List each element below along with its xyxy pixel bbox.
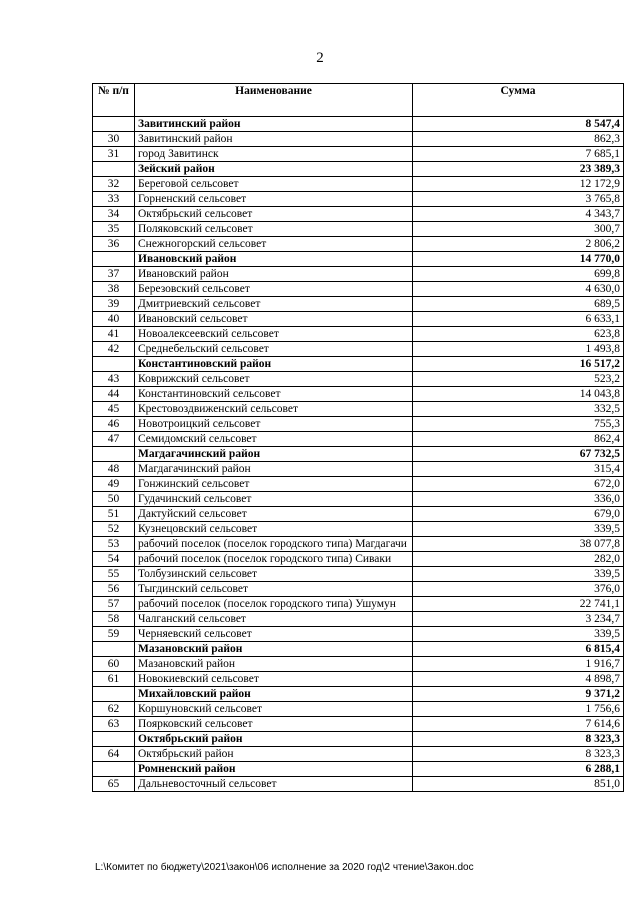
row-name-cell: рабочий поселок (поселок городского типа) Ушумун xyxy=(135,597,413,612)
row-sum-cell: 672,0 xyxy=(413,477,624,492)
row-sum-cell: 755,3 xyxy=(413,417,624,432)
table-row xyxy=(93,132,624,147)
table-row xyxy=(93,312,624,327)
table-row xyxy=(93,672,624,687)
row-sum-cell: 4 343,7 xyxy=(413,207,624,222)
row-number-cell: 30 xyxy=(93,132,135,147)
row-sum-cell: 3 234,7 xyxy=(413,612,624,627)
district-row xyxy=(93,762,624,777)
row-number-cell: 63 xyxy=(93,717,135,732)
row-number-cell xyxy=(93,762,135,777)
district-row xyxy=(93,162,624,177)
row-name-cell: Горненский сельсовет xyxy=(135,192,413,207)
row-name-cell: Ивановский район xyxy=(135,252,413,267)
table-header-row xyxy=(93,84,624,117)
row-name-cell: Константиновский район xyxy=(135,357,413,372)
row-name-cell: Крестовоздвиженский сельсовет xyxy=(135,402,413,417)
row-sum-cell: 14 043,8 xyxy=(413,387,624,402)
row-number-cell: 59 xyxy=(93,627,135,642)
row-number-cell: 37 xyxy=(93,267,135,282)
row-number-cell: 64 xyxy=(93,747,135,762)
row-number-cell: 50 xyxy=(93,492,135,507)
row-sum-cell: 6 815,4 xyxy=(413,642,624,657)
row-number-cell: 41 xyxy=(93,327,135,342)
row-name-cell: Магдагачинский район xyxy=(135,462,413,477)
row-sum-cell: 679,0 xyxy=(413,507,624,522)
table-row xyxy=(93,477,624,492)
row-number-cell: 43 xyxy=(93,372,135,387)
row-sum-cell: 4 898,7 xyxy=(413,672,624,687)
page-number: 2 xyxy=(316,50,324,66)
row-number-cell: 57 xyxy=(93,597,135,612)
row-number-cell: 40 xyxy=(93,312,135,327)
row-name-cell: Чалганский сельсовет xyxy=(135,612,413,627)
table-row xyxy=(93,612,624,627)
row-number-cell: 38 xyxy=(93,282,135,297)
row-number-cell: 45 xyxy=(93,402,135,417)
row-sum-cell: 7 614,6 xyxy=(413,717,624,732)
row-sum-cell: 8 323,3 xyxy=(413,747,624,762)
header-name: Наименование xyxy=(135,84,413,117)
table-row xyxy=(93,777,624,792)
row-sum-cell: 862,4 xyxy=(413,432,624,447)
row-sum-cell: 4 630,0 xyxy=(413,282,624,297)
table-row xyxy=(93,327,624,342)
row-sum-cell: 6 288,1 xyxy=(413,762,624,777)
row-number-cell: 35 xyxy=(93,222,135,237)
table-row xyxy=(93,522,624,537)
header-sum: Сумма xyxy=(413,84,624,117)
row-name-cell: Новокиевский сельсовет xyxy=(135,672,413,687)
row-sum-cell: 339,5 xyxy=(413,627,624,642)
district-row xyxy=(93,117,624,132)
file-path-footer: L:\Комитет по бюджету\2021\закон\06 исполнение за 2020 год\2 чтение\Закон.doc xyxy=(95,862,474,873)
table-row xyxy=(93,567,624,582)
district-row xyxy=(93,642,624,657)
table-row xyxy=(93,552,624,567)
table-row xyxy=(93,627,624,642)
header-number: № п/п xyxy=(93,84,135,117)
row-number-cell: 46 xyxy=(93,417,135,432)
row-name-cell: Береговой сельсовет xyxy=(135,177,413,192)
row-name-cell: Мазановский район xyxy=(135,642,413,657)
table-row xyxy=(93,267,624,282)
row-sum-cell: 7 685,1 xyxy=(413,147,624,162)
row-sum-cell: 332,5 xyxy=(413,402,624,417)
row-name-cell: Дмитриевский сельсовет xyxy=(135,297,413,312)
table-row xyxy=(93,717,624,732)
row-number-cell: 52 xyxy=(93,522,135,537)
row-name-cell: Поляковский сельсовет xyxy=(135,222,413,237)
row-sum-cell: 8 323,3 xyxy=(413,732,624,747)
row-sum-cell: 1 916,7 xyxy=(413,657,624,672)
row-number-cell: 53 xyxy=(93,537,135,552)
row-number-cell xyxy=(93,447,135,462)
row-name-cell: Ромненский район xyxy=(135,762,413,777)
row-sum-cell: 300,7 xyxy=(413,222,624,237)
row-number-cell: 58 xyxy=(93,612,135,627)
row-sum-cell: 6 633,1 xyxy=(413,312,624,327)
row-sum-cell: 315,4 xyxy=(413,462,624,477)
row-name-cell: Поярковский сельсовет xyxy=(135,717,413,732)
row-number-cell: 65 xyxy=(93,777,135,792)
row-name-cell: Октябрьский район xyxy=(135,747,413,762)
row-name-cell: город Завитинск xyxy=(135,147,413,162)
table-row xyxy=(93,342,624,357)
row-number-cell: 39 xyxy=(93,297,135,312)
row-sum-cell: 1 493,8 xyxy=(413,342,624,357)
table-row xyxy=(93,657,624,672)
row-number-cell: 54 xyxy=(93,552,135,567)
row-name-cell: Кузнецовский сельсовет xyxy=(135,522,413,537)
row-name-cell: Толбузинский сельсовет xyxy=(135,567,413,582)
row-name-cell: Завитинский район xyxy=(135,132,413,147)
district-row xyxy=(93,447,624,462)
row-number-cell: 48 xyxy=(93,462,135,477)
row-sum-cell: 623,8 xyxy=(413,327,624,342)
row-sum-cell: 376,0 xyxy=(413,582,624,597)
row-sum-cell: 689,5 xyxy=(413,297,624,312)
row-name-cell: Новоалексеевский сельсовет xyxy=(135,327,413,342)
district-row xyxy=(93,252,624,267)
table-row xyxy=(93,237,624,252)
table-row xyxy=(93,462,624,477)
table-row xyxy=(93,207,624,222)
row-sum-cell: 12 172,9 xyxy=(413,177,624,192)
row-name-cell: Константиновский сельсовет xyxy=(135,387,413,402)
row-name-cell: Коршуновский сельсовет xyxy=(135,702,413,717)
row-sum-cell: 22 741,1 xyxy=(413,597,624,612)
row-name-cell: Дактуйский сельсовет xyxy=(135,507,413,522)
row-name-cell: Дальневосточный сельсовет xyxy=(135,777,413,792)
table-row xyxy=(93,582,624,597)
row-number-cell: 32 xyxy=(93,177,135,192)
row-sum-cell: 282,0 xyxy=(413,552,624,567)
row-number-cell xyxy=(93,642,135,657)
row-number-cell: 60 xyxy=(93,657,135,672)
row-name-cell: рабочий поселок (поселок городского типа) Магдагачи xyxy=(135,537,413,552)
row-sum-cell: 38 077,8 xyxy=(413,537,624,552)
row-sum-cell: 699,8 xyxy=(413,267,624,282)
row-number-cell: 33 xyxy=(93,192,135,207)
table-row xyxy=(93,507,624,522)
row-number-cell: 62 xyxy=(93,702,135,717)
table-row xyxy=(93,417,624,432)
row-name-cell: Гудачинский сельсовет xyxy=(135,492,413,507)
row-number-cell: 44 xyxy=(93,387,135,402)
row-name-cell: Коврижский сельсовет xyxy=(135,372,413,387)
row-sum-cell: 523,2 xyxy=(413,372,624,387)
table-row xyxy=(93,402,624,417)
row-name-cell: Семидомский сельсовет xyxy=(135,432,413,447)
row-sum-cell: 16 517,2 xyxy=(413,357,624,372)
row-name-cell: Черняевский сельсовет xyxy=(135,627,413,642)
table-row xyxy=(93,222,624,237)
row-sum-cell: 67 732,5 xyxy=(413,447,624,462)
row-name-cell: Снежногорский сельсовет xyxy=(135,237,413,252)
row-sum-cell: 3 765,8 xyxy=(413,192,624,207)
row-name-cell: Мазановский район xyxy=(135,657,413,672)
row-name-cell: Зейский район xyxy=(135,162,413,177)
row-number-cell xyxy=(93,252,135,267)
row-name-cell: Михайловский район xyxy=(135,687,413,702)
row-number-cell: 51 xyxy=(93,507,135,522)
row-sum-cell: 336,0 xyxy=(413,492,624,507)
row-number-cell: 47 xyxy=(93,432,135,447)
row-number-cell: 49 xyxy=(93,477,135,492)
row-number-cell xyxy=(93,162,135,177)
table-row xyxy=(93,297,624,312)
row-name-cell: Ивановский район xyxy=(135,267,413,282)
table-row xyxy=(93,747,624,762)
row-sum-cell: 339,5 xyxy=(413,522,624,537)
table-row xyxy=(93,147,624,162)
table-row xyxy=(93,597,624,612)
row-number-cell: 56 xyxy=(93,582,135,597)
row-name-cell: Новотроицкий сельсовет xyxy=(135,417,413,432)
row-name-cell: Магдагачинский район xyxy=(135,447,413,462)
row-name-cell: Октябрьский район xyxy=(135,732,413,747)
row-sum-cell: 23 389,3 xyxy=(413,162,624,177)
table-row xyxy=(93,192,624,207)
row-number-cell xyxy=(93,357,135,372)
row-name-cell: Завитинский район xyxy=(135,117,413,132)
row-number-cell: 61 xyxy=(93,672,135,687)
table-body xyxy=(93,117,624,792)
table-row xyxy=(93,372,624,387)
row-name-cell: Гонжинский сельсовет xyxy=(135,477,413,492)
row-number-cell: 36 xyxy=(93,237,135,252)
row-sum-cell: 851,0 xyxy=(413,777,624,792)
row-sum-cell: 339,5 xyxy=(413,567,624,582)
row-number-cell: 34 xyxy=(93,207,135,222)
table-row xyxy=(93,432,624,447)
table-row xyxy=(93,387,624,402)
table-row xyxy=(93,702,624,717)
table-row xyxy=(93,537,624,552)
budget-table xyxy=(92,83,624,792)
row-number-cell: 55 xyxy=(93,567,135,582)
district-row xyxy=(93,357,624,372)
table-row xyxy=(93,492,624,507)
row-number-cell: 42 xyxy=(93,342,135,357)
district-row xyxy=(93,687,624,702)
row-sum-cell: 9 371,2 xyxy=(413,687,624,702)
row-name-cell: Среднебельский сельсовет xyxy=(135,342,413,357)
row-name-cell: Ивановский сельсовет xyxy=(135,312,413,327)
row-sum-cell: 1 756,6 xyxy=(413,702,624,717)
row-number-cell xyxy=(93,117,135,132)
row-name-cell: Тыгдинский сельсовет xyxy=(135,582,413,597)
row-name-cell: Октябрьский сельсовет xyxy=(135,207,413,222)
row-number-cell: 31 xyxy=(93,147,135,162)
table-row xyxy=(93,177,624,192)
row-name-cell: Березовский сельсовет xyxy=(135,282,413,297)
row-sum-cell: 862,3 xyxy=(413,132,624,147)
row-sum-cell: 8 547,4 xyxy=(413,117,624,132)
row-sum-cell: 2 806,2 xyxy=(413,237,624,252)
row-name-cell: рабочий поселок (поселок городского типа) Сиваки xyxy=(135,552,413,567)
table-row xyxy=(93,282,624,297)
row-sum-cell: 14 770,0 xyxy=(413,252,624,267)
district-row xyxy=(93,732,624,747)
row-number-cell xyxy=(93,732,135,747)
row-number-cell xyxy=(93,687,135,702)
